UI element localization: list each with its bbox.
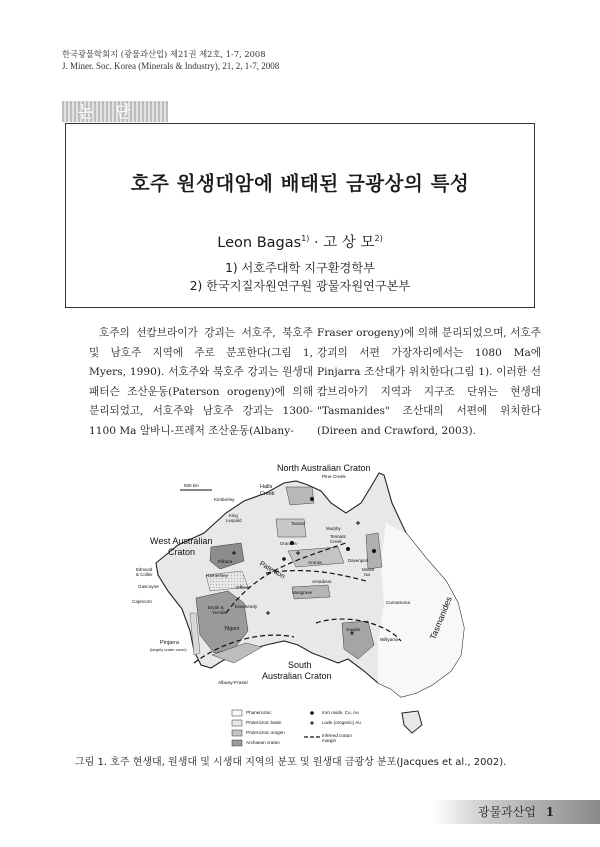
label-south-craton-2: Australian Craton bbox=[262, 671, 332, 681]
label-gawler: Gawler bbox=[346, 627, 361, 632]
label-mount-isa-1: Mount bbox=[362, 567, 375, 572]
legend-proterozoic-orogen: Proterozoic orogen bbox=[246, 730, 285, 735]
legend-proterozoic-basin: Proterozoic basin bbox=[246, 720, 282, 725]
label-king-leopold-2: Leopold bbox=[226, 518, 242, 523]
body-column-right bbox=[317, 324, 541, 442]
author-separator: · bbox=[309, 235, 324, 251]
article-title: 호주 원생대암에 배태된 금광상의 특성 bbox=[130, 172, 470, 195]
label-edmund-2: & Collier bbox=[136, 572, 153, 577]
figure-caption: 그림 1. 호주 현생대, 원생대 및 시생대 지역의 분포 및 원생대 금광상 분포(Jacques et al., 2002). bbox=[75, 757, 507, 768]
label-gascoyne: Gascoyne bbox=[138, 584, 159, 589]
pine-creek-orogen bbox=[286, 487, 314, 505]
legend-archaean-craton: Archaean craton bbox=[246, 740, 280, 745]
label-pinjarra-note: (largely under cover) bbox=[150, 647, 187, 652]
label-bryah-2: Yerrida bbox=[212, 610, 226, 615]
legend-lode: Lode (orogenic) Au bbox=[322, 720, 361, 725]
label-curnamona: Curnamona bbox=[386, 600, 411, 605]
affiliation-2: 2) 한국지질자원연구원 광물자원연구본부 bbox=[189, 279, 411, 293]
label-bryah-1: Bryah & bbox=[208, 605, 224, 610]
author-1: Leon Bagas bbox=[217, 235, 302, 251]
figure-1 bbox=[116, 463, 491, 760]
author-1-affil: 1) bbox=[301, 234, 310, 244]
label-willyama: Willyama bbox=[380, 637, 399, 642]
label-arunta: Arunta bbox=[308, 560, 322, 565]
body-paragraph-right: Fraser orogeny)에 의해 분리되었으며, 서호주 강괴의 서편 가장자리에서는 1080 Ma에 Pinjarra 조산대가 위치한다(그림 1). 이러한 선캄브리아기 지역과 지구조 단위는 현생대 "Tasmanides" 조산대의 서편에 위치한다 (Direen and Crawford, 2003). bbox=[317, 327, 541, 437]
legend-inferred-2: margin bbox=[322, 738, 337, 743]
body-column-left bbox=[89, 324, 313, 442]
label-west-craton-2: Craton bbox=[168, 547, 196, 557]
page-number: 1 bbox=[545, 805, 555, 819]
legend-phanerozoic: Phanerozoic bbox=[246, 710, 272, 715]
label-yilgarn: Yilgarn bbox=[224, 626, 240, 632]
label-edmund-1: Edmund bbox=[136, 567, 153, 572]
label-hamersley: Hamersley bbox=[206, 573, 228, 578]
body-paragraph-left: 호주의 선캄브라이가 강괴는 서호주, 북호주 및 남호주 지역에 주로 분포한다(그림 1, Myers, 1990). 서호주와 북호주 강괴는 원생대 패터슨 조산운동(Paterson orogeny)에 의해 분리되었고, 서호주와 남호주 강괴는 1300-1100 Ma 알바니-프레저 조산운동(Albany- bbox=[89, 327, 313, 437]
legend-inferred-1: Inferred craton bbox=[322, 733, 352, 738]
journal-header bbox=[62, 48, 279, 72]
label-amadeus: Amadeus bbox=[312, 579, 332, 584]
footer-journal: 광물과산업 bbox=[478, 805, 536, 819]
australia-map bbox=[116, 463, 491, 760]
author-2: 고 상 모 bbox=[323, 235, 375, 251]
label-pinjarra: Pinjarra bbox=[160, 640, 179, 646]
label-king-leopold-1: King bbox=[229, 513, 238, 518]
label-davenport: Davenport bbox=[348, 558, 369, 563]
legend-iron-oxide: Iron oxide, Cu, Au bbox=[322, 710, 359, 715]
label-paterson: Paterson bbox=[258, 560, 286, 581]
label-granites: Granites- bbox=[280, 541, 299, 546]
label-halls-creek-1: Halls bbox=[260, 484, 273, 490]
label-tennant-1: Tennant bbox=[330, 534, 346, 539]
label-mount-isa-2: Isa bbox=[364, 572, 370, 577]
label-tennant-2: Creek bbox=[330, 539, 342, 544]
label-halls-creek-2: Creek bbox=[260, 491, 275, 497]
label-capricorn: Capricorn bbox=[132, 599, 152, 604]
legend-plus-symbol bbox=[310, 721, 314, 725]
journal-header-korean: 한국광물학회지 (광물과산업) 제21권 제2호, 1-7, 2008 bbox=[62, 49, 266, 59]
label-kimberley: Kimberley bbox=[214, 497, 235, 502]
label-albany-fraser: Albany-Fraser bbox=[218, 681, 249, 686]
label-officer: Officer bbox=[236, 585, 250, 590]
label-south-craton-1: South bbox=[288, 660, 312, 670]
legend-swatches bbox=[232, 710, 242, 746]
label-west-craton-1: West Australian bbox=[150, 536, 213, 546]
author-line bbox=[65, 231, 535, 252]
label-scale: 500 km bbox=[184, 483, 199, 488]
legend-dot-symbol bbox=[310, 711, 314, 715]
author-2-affil: 2) bbox=[374, 234, 383, 244]
label-tanami: Tanami bbox=[291, 521, 306, 526]
label-earaheedy: Earaheedy bbox=[235, 604, 258, 609]
label-murphy: Murphy bbox=[326, 526, 341, 531]
section-label: 논 단 bbox=[78, 102, 139, 121]
journal-header-english: J. Miner. Soc. Korea (Minerals & Industry), 21, 2, 1-7, 2008 bbox=[62, 61, 280, 71]
tasmania bbox=[402, 711, 422, 733]
label-north-craton: North Australian Craton bbox=[277, 463, 371, 473]
label-pilbara: Pilbara bbox=[218, 559, 233, 564]
label-pine-creek: Pine Creek bbox=[322, 475, 346, 480]
affiliation-1: 1) 서호주대학 지구환경학부 bbox=[225, 261, 375, 275]
label-musgrave: Musgrave bbox=[292, 590, 313, 595]
footer bbox=[478, 803, 554, 820]
label-tasmanides: Tasmanides bbox=[427, 595, 454, 641]
